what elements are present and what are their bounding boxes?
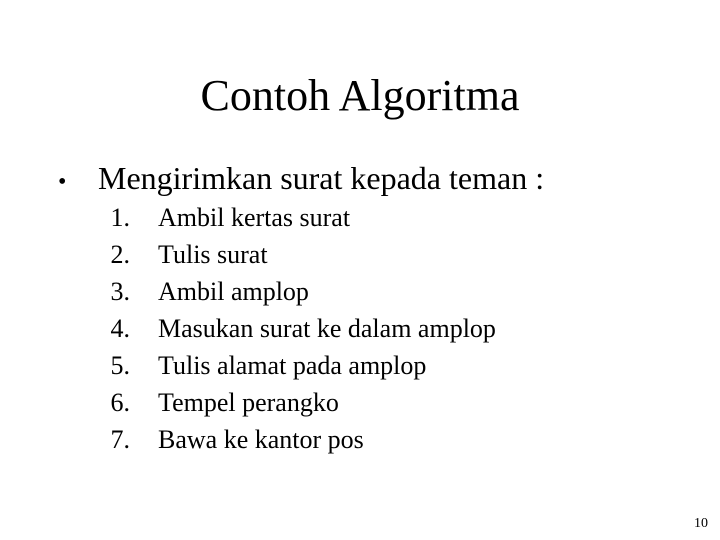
step-item — [104, 350, 496, 387]
step-number: 1. — [110, 203, 130, 232]
step-number: 5. — [110, 351, 130, 380]
bullet-icon: • — [58, 169, 67, 195]
step-text: Tulis surat — [158, 240, 268, 269]
slide-title: Contoh Algoritma — [200, 71, 520, 120]
step-text: Tulis alamat pada amplop — [158, 351, 427, 380]
step-text: Bawa ke kantor pos — [158, 425, 364, 454]
step-text: Tempel perangko — [158, 388, 339, 417]
step-number: 7. — [110, 425, 130, 454]
step-text: Ambil kertas surat — [158, 203, 351, 232]
step-number: 4. — [110, 314, 130, 343]
step-item — [104, 387, 496, 424]
step-text: Masukan surat ke dalam amplop — [158, 314, 496, 343]
step-item — [104, 239, 496, 276]
step-number: 3. — [110, 277, 130, 306]
step-item — [104, 313, 496, 350]
step-item — [104, 276, 496, 313]
step-item — [104, 424, 496, 461]
page-number: 10 — [694, 516, 708, 531]
step-text: Ambil amplop — [158, 277, 309, 306]
step-item — [104, 202, 496, 239]
step-number: 2. — [110, 240, 130, 269]
steps-list — [104, 202, 496, 461]
bullet-text: Mengirimkan surat kepada teman : — [98, 160, 545, 196]
step-number: 6. — [110, 388, 130, 417]
bullet-item — [58, 158, 544, 202]
